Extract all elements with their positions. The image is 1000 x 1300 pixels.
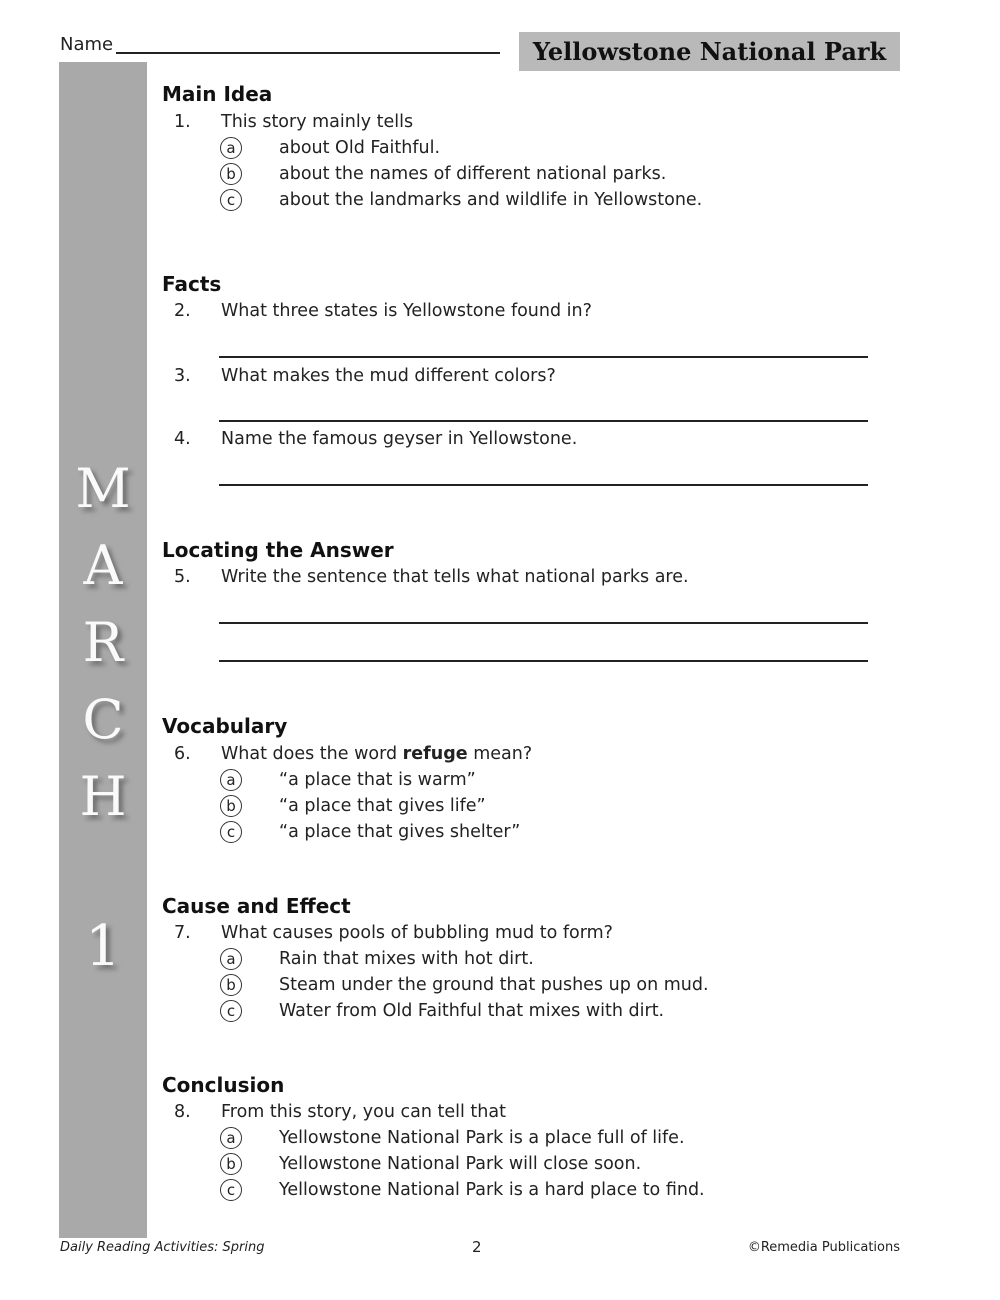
name-answer-line[interactable] <box>116 52 500 54</box>
section-heading-locating-answer: Locating the Answer <box>162 538 394 562</box>
month-letter: A <box>83 534 123 597</box>
worksheet-title: Yellowstone National Park <box>519 32 900 71</box>
question-number: 6. <box>174 744 191 764</box>
option-a-bubble[interactable]: a <box>220 1127 242 1149</box>
footer-copyright: ©Remedia Publications <box>747 1240 900 1255</box>
option-b-bubble[interactable]: b <box>220 1153 242 1175</box>
question-number: 4. <box>174 429 191 449</box>
month-letter: C <box>82 688 124 751</box>
option-b-bubble[interactable]: b <box>220 974 242 996</box>
option-text: “a place that gives life” <box>279 796 486 816</box>
question-number: 7. <box>174 923 191 943</box>
option-c-bubble[interactable]: c <box>220 189 242 211</box>
month-letter: H <box>79 765 127 828</box>
day-number: 1 <box>85 914 121 979</box>
answer-line[interactable] <box>219 356 868 358</box>
section-heading-conclusion: Conclusion <box>162 1073 285 1097</box>
option-a-bubble[interactable]: a <box>220 769 242 791</box>
question-number: 3. <box>174 366 191 386</box>
date-sidebar <box>59 62 147 1238</box>
option-b-bubble[interactable]: b <box>220 163 242 185</box>
option-text: about the landmarks and wildlife in Yellowstone. <box>279 190 703 210</box>
footer-book-title: Daily Reading Activities: Spring <box>60 1240 265 1255</box>
option-text: “a place that gives shelter” <box>279 822 521 842</box>
option-a-bubble[interactable]: a <box>220 948 242 970</box>
section-heading-facts: Facts <box>162 272 222 296</box>
option-text: “a place that is warm” <box>279 770 476 790</box>
option-c-bubble[interactable]: c <box>220 1000 242 1022</box>
question-text: Write the sentence that tells what national parks are. <box>221 567 689 587</box>
month-letter: R <box>82 611 124 674</box>
option-text: about Old Faithful. <box>279 138 441 158</box>
section-heading-cause-effect: Cause and Effect <box>162 894 351 918</box>
option-a-bubble[interactable]: a <box>220 137 242 159</box>
option-text: Yellowstone National Park is a hard place to find. <box>279 1180 705 1200</box>
vocabulary-word: refuge <box>402 744 468 764</box>
option-text: Rain that mixes with hot dirt. <box>279 949 534 969</box>
question-text: What causes pools of bubbling mud to form? <box>221 923 613 943</box>
question-text: What three states is Yellowstone found in? <box>221 301 592 321</box>
question-text-part: mean? <box>467 744 533 764</box>
question-text: This story mainly tells <box>221 112 414 132</box>
month-label <box>59 450 147 835</box>
option-text: about the names of different national parks. <box>279 164 667 184</box>
name-label: Name <box>60 34 114 55</box>
section-heading-main-idea: Main Idea <box>162 82 273 106</box>
section-heading-vocabulary: Vocabulary <box>162 714 288 738</box>
question-text: Name the famous geyser in Yellowstone. <box>221 429 578 449</box>
option-c-bubble[interactable]: c <box>220 821 242 843</box>
question-number: 1. <box>174 112 191 132</box>
option-text: Water from Old Faithful that mixes with dirt. <box>279 1001 665 1021</box>
option-text: Yellowstone National Park will close soon. <box>279 1154 642 1174</box>
answer-line[interactable] <box>219 622 868 624</box>
question-text: From this story, you can tell that <box>221 1102 506 1122</box>
answer-line[interactable] <box>219 660 868 662</box>
question-number: 5. <box>174 567 191 587</box>
question-number: 2. <box>174 301 191 321</box>
answer-line[interactable] <box>219 484 868 486</box>
month-letter: M <box>75 457 131 520</box>
page-number: 2 <box>472 1238 482 1256</box>
question-number: 8. <box>174 1102 191 1122</box>
option-text: Steam under the ground that pushes up on mud. <box>279 975 709 995</box>
option-b-bubble[interactable]: b <box>220 795 242 817</box>
option-text: Yellowstone National Park is a place full of life. <box>279 1128 685 1148</box>
answer-line[interactable] <box>219 420 868 422</box>
question-text <box>221 744 532 764</box>
option-c-bubble[interactable]: c <box>220 1179 242 1201</box>
question-text: What makes the mud different colors? <box>221 366 556 386</box>
question-text-part: What does the word <box>221 744 403 764</box>
